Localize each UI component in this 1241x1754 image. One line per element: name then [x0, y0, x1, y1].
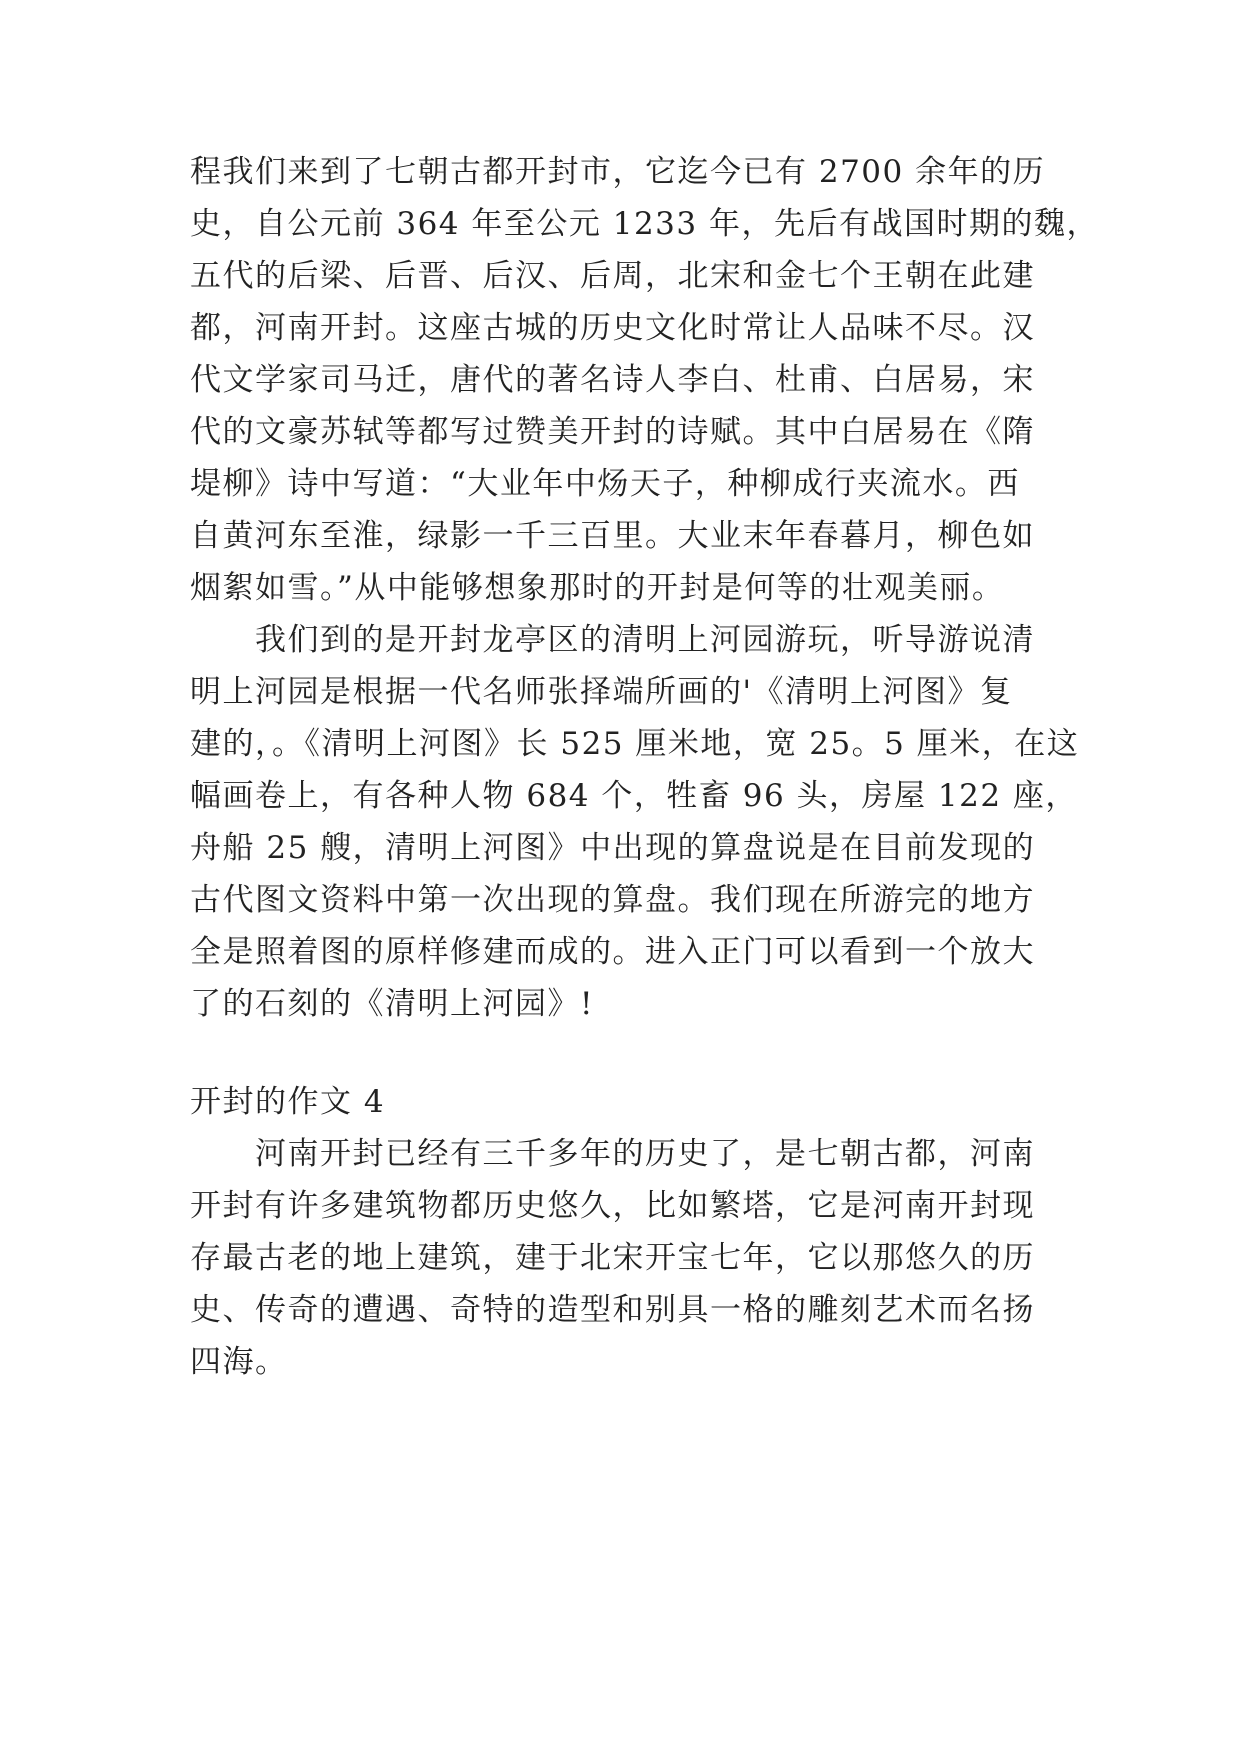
paragraph1-line: 堤柳》诗中写道：“大业年中炀天子，种柳成行夹流水。西 [190, 466, 1020, 502]
paragraph2-line: 幅画卷上，有各种人物 684 个，牲畜 96 头，房屋 122 座， [190, 778, 1078, 814]
paragraph3-line: 史、传奇的遭遇、奇特的造型和别具一格的雕刻艺术而名扬 [190, 1292, 1035, 1328]
paragraph1-line: 代的文豪苏轼等都写过赞美开封的诗赋。其中白居易在《隋 [190, 414, 1035, 450]
paragraph1-line: 史，自公元前 364 年至公元 1233 年，先后有战国时期的魏， [190, 206, 1099, 242]
paragraph1-line: 都，河南开封。这座古城的历史文化时常让人品味不尽。汉 [190, 310, 1035, 346]
paragraph1-line: 五代的后梁、后晋、后汉、后周，北宋和金七个王朝在此建 [190, 258, 1035, 294]
paragraph2-line: 明上河园是根据一代名师张择端所画的'《清明上河图》复 [190, 674, 1013, 710]
paragraph1-line: 自黄河东至淮，绿影一千三百里。大业末年春暮月，柳色如 [190, 518, 1035, 554]
paragraph2-line: 古代图文资料中第一次出现的算盘。我们现在所游完的地方 [190, 882, 1035, 918]
paragraph1-line: 代文学家司马迁，唐代的著名诗人李白、杜甫、白居易，宋 [190, 362, 1035, 398]
paragraph2-line: 全是照着图的原样修建而成的。进入正门可以看到一个放大 [190, 934, 1035, 970]
paragraph3-line: 河南开封已经有三千多年的历史了，是七朝古都，河南 [255, 1136, 1035, 1172]
section-title: 开封的作文 4 [190, 1084, 386, 1120]
paragraph2-line: 我们到的是开封龙亭区的清明上河园游玩，听导游说清 [255, 622, 1035, 658]
paragraph1-line: 烟絮如雪。”从中能够想象那时的开封是何等的壮观美丽。 [190, 570, 1005, 606]
paragraph3-line: 四海。 [190, 1344, 288, 1380]
paragraph2-line: 舟船 25 艘，清明上河图》中出现的算盘说是在目前发现的 [190, 830, 1036, 866]
paragraph3-line: 存最古老的地上建筑，建于北宋开宝七年，它以那悠久的历 [190, 1240, 1035, 1276]
paragraph2-line: 了的石刻的《清明上河园》! [190, 986, 594, 1022]
paragraph2-line: 建的，。《清明上河图》长 525 厘米地，宽 25。5 厘米，在这 [190, 726, 1080, 762]
paragraph1-line: 程我们来到了七朝古都开封市，它迄今已有 2700 余年的历 [190, 154, 1046, 190]
paragraph3-line: 开封有许多建筑物都历史悠久，比如繁塔，它是河南开封现 [190, 1188, 1035, 1224]
